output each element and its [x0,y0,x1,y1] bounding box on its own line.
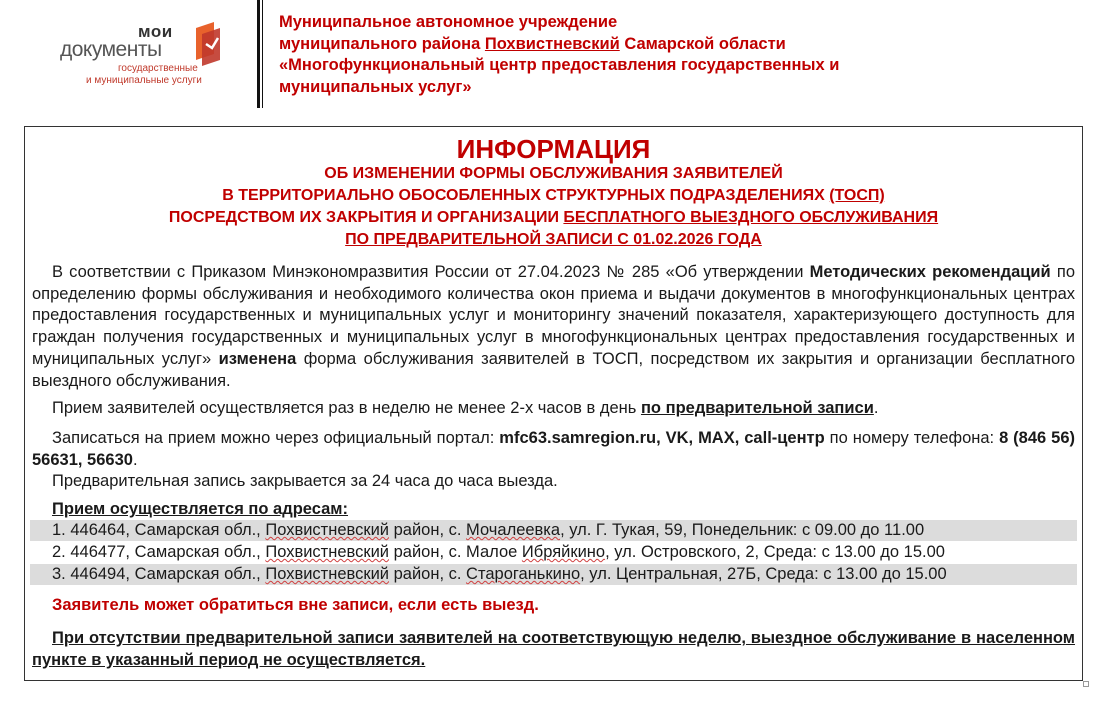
logo-documents-text: документы [60,38,162,61]
page-title: ИНФОРМАЦИЯ [456,134,651,164]
paragraph-registration-channels: Записаться на прием можно через официальный портал: mfc63.samregion.ru, VK, MAX, call-центр по номеру телефона: 8 (846 56) 56631, 56630. [32,429,1075,469]
paragraph-registration-deadline: Предварительная запись закрывается за 24 часа до часа выезда. [52,472,558,490]
frame-corner-handle [1083,681,1089,687]
header-divider-thick [257,0,260,108]
addresses-heading: Прием осуществляется по адресам: [52,500,349,518]
subtitle-line-2: В ТЕРРИТОРИАЛЬНО ОБОСОБЛЕННЫХ СТРУКТУРНЫХ ПОДРАЗДЕЛЕНИЯХ (ТОСП) [222,187,885,204]
walk-in-note: Заявитель может обратиться вне записи, если есть выезд. [52,596,539,614]
address-row: 3. 446494, Самарская обл., Похвистневский район, с. Староганькино, ул. Центральная, 27Б, Среда: с 13.00 до 15.00 [30,564,1077,585]
subtitle-line-4: ПО ПРЕДВАРИТЕЛЬНОЙ ЗАПИСИ С 01.02.2026 ГОДА [345,231,762,248]
subtitle-line-1: ОБ ИЗМЕНЕНИИ ФОРМЫ ОБСЛУЖИВАНИЯ ЗАЯВИТЕЛЕЙ [324,165,783,182]
paragraph-reception-schedule: Прием заявителей осуществляется раз в неделю не менее 2-х часов в день по предварительной записи. [52,399,879,417]
address-row: 1. 446464, Самарская обл., Похвистневский район, с. Мочалеевка, ул. Г. Тукая, 59, Понедельник: с 09.00 до 11.00 [30,520,1077,541]
subtitle-line-3: ПОСРЕДСТВОМ ИХ ЗАКРЫТИЯ И ОРГАНИЗАЦИИ БЕСПЛАТНОГО ВЫЕЗДНОГО ОБСЛУЖИВАНИЯ [168,209,939,226]
org-line-4: муниципальных услуг» [279,77,472,96]
logo-subtitle-1: государственные [118,63,198,74]
final-notice: При отсутствии предварительной записи заявителей на соответствующую неделю, выездное обслуживание в населенном пункте в указанный период не осуществляется. [32,629,1075,669]
org-line-3: «Многофункциональный центр предоставления государственных и [279,56,840,74]
header-divider-thin [262,0,263,108]
logo-subtitle-2: и муниципальные услуги [86,75,202,86]
logo-emblem-icon [188,20,224,66]
paragraph-legal-basis: В соответствии с Приказом Минэкономразвития России от 27.04.2023 № 285 «Об утверждении Методических рекомендаций по определению формы обслуживания и необходимого количества окон приема и выдачи документов в многофункциональных центрах предоставления государственных и муниципальных услуг и мониторингу значений показателя, характеризующего доступность для граждан получения государственных и муниципальных услуг в многофункциональных центрах предоставления государственных и муниципальных услуг» изменена форма обслуживания заявителей в ТОСП, посредством их закрытия и организации бесплатного выездного обслуживания. [32,263,1076,390]
organization-name [279,12,979,98]
org-line-2: муниципального района Похвистневский Самарской области [279,34,786,53]
address-row: 2. 446477, Самарская обл., Похвистневский район, с. Малое Ибряйкино, ул. Островского, 2, Среда: с 13.00 до 15.00 [52,543,945,561]
org-line-1: Муниципальное автономное учреждение [279,13,618,31]
mfc-logo [58,18,228,93]
logo-moi-text: мои [138,22,173,41]
